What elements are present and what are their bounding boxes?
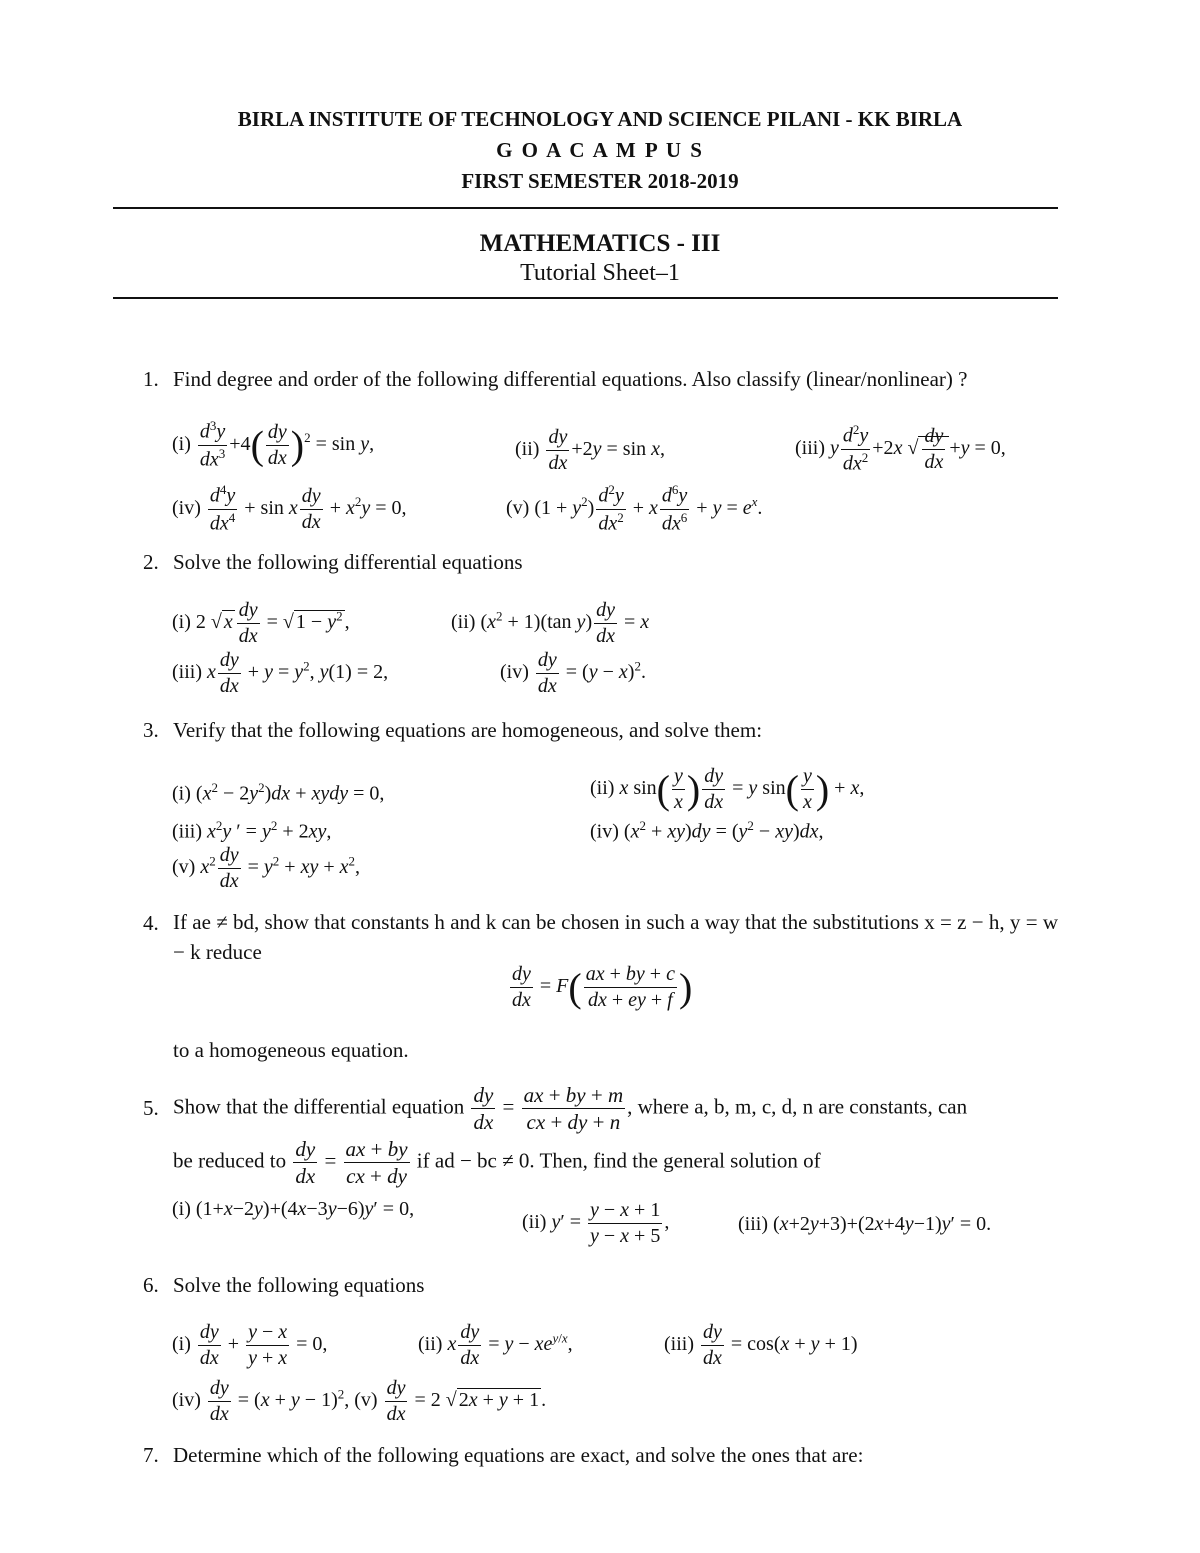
equation: (ii) x sin( $\frac{y}{x}$ ) $\frac{dy}{dx}$ = y sin( $\frac{y}{x}$ ) + x, [590,765,865,813]
equation-label: (i) [172,611,191,634]
equation: (i) $\frac{d^3y}{dx^3}$ +4( $\frac{dy}{dx}$ )$^2$ = sin y, [172,418,375,471]
equation-label: (ii) [515,438,540,461]
equation: Show that the differential equation $\frac{dy}{dx}$ = $\frac{ax + by + m}{cx + dy + n}$ , where a, b, m, c, d, n are constants, can [173,1083,968,1135]
equation: (v) $x^2$ $\frac{dy}{dx}$ = $y^2$ + xy + $x^2$, [172,844,360,892]
course-title: MATHEMATICS - III [479,230,721,257]
question-number: 5. [143,1096,159,1120]
equation-label: (iv) [500,661,529,684]
question-text: be reduced to [173,1148,287,1173]
equation: (i) $(x^2 - 2y^2)dx$ + xydy = 0, [172,780,385,805]
question-text: if ad − bc ≠ 0. Then, find the general solution of [416,1148,821,1173]
institute-name: BIRLA INSTITUTE OF TECHNOLOGY AND SCIENCE PILANI - KK BIRLA [237,107,963,131]
equation-label: (ii) [522,1211,547,1234]
question-text: , where a, b, m, c, d, n are constants, can [627,1094,968,1119]
equation: (iii) x $\frac{dy}{dx}$ + $y = y^2$, y(1) = 2, [172,649,389,697]
equation: (iii) $x^2y$ ′ = $y^2 + 2xy$, [172,818,332,843]
equation: (iv) $(x^2 + xy)dy = (y^2 - xy)dx$, [590,818,824,843]
equation-label: (iii) [664,1333,694,1356]
sheet-subtitle: Tutorial Sheet–1 [520,260,680,286]
question-number: 2. [143,550,159,574]
question-text: Verify that the following equations are homogeneous, and solve them: [173,718,763,742]
equation: (iii) $\frac{dy}{dx}$ = cos(x + y + 1) [664,1321,858,1369]
equation: (iv) $\frac{dy}{dx}$ = $(y - x)^2$. [500,649,646,697]
equation-label: (ii) [418,1333,443,1356]
equation-label: (i) [172,432,191,455]
question-text: Solve the following equations [173,1273,425,1297]
equation-label: (v) [172,856,196,879]
equation: (i) (1+x−2y)+(4x−3y−6)y′ = 0, [172,1198,415,1220]
equation-label: (iii) [172,661,202,684]
equation-label: (ii) [451,611,476,634]
equation-label: (iii) [172,820,202,843]
header-rule [113,207,1058,209]
question-number: 4. [143,911,159,935]
question-text: to a homogeneous equation. [173,1038,409,1062]
question-text: Solve the following differential equations [173,550,523,574]
equation: (i) $\frac{dy}{dx}$ + $\frac{y - x}{y + x}$ = 0, [172,1321,328,1369]
equation-label: (iv) [172,496,201,519]
equation: be reduced to $\frac{dy}{dx}$ = $\frac{ax + by}{cx + dy}$ if ad − bc ≠ 0. Then, find the general solution of [173,1137,821,1189]
question-number: 7. [143,1443,159,1467]
question-number: 6. [143,1273,159,1297]
equation: (iv) $\frac{dy}{dx}$ = $(x + y - 1)^2$, (v) $\frac{dy}{dx}$ = 2 √ 2x + y + 1 . [172,1377,547,1425]
equation-label: (i) [172,1333,191,1356]
equation: (ii) $\frac{dy}{dx}$ +2y = sin x, [515,426,666,474]
question-number: 1. [143,367,159,391]
question-text: Find degree and order of the following differential equations. Also classify (linear/nonlinear) ? [173,367,968,391]
question-text: Determine which of the following equations are exact, and solve the ones that are: [173,1443,864,1467]
equation-label: (v) [506,496,530,519]
equation-label: (iv) [590,820,619,843]
equation: (i) 2 √ x $\frac{dy}{dx}$ = √ $1 - y^2$ , [172,599,350,647]
equation-label: (i) [172,1198,191,1220]
equation-label: (i) [172,782,191,805]
question-number: 3. [143,718,159,742]
equation: (v) $(1 + y^2)$ $\frac{d^2y}{dx^2}$ + x $\frac{d^6y}{dx^6}$ + $y = e^x$. [506,482,763,535]
equation: (iii) (x+2y+3)+(2x+4y−1)y′ = 0. [738,1213,992,1235]
equation: (ii) x $\frac{dy}{dx}$ = $y - xe^{y/x}$, [418,1321,573,1369]
equation: (ii) $(x^2 + 1)(\tan$ y) $\frac{dy}{dx}$ = x [451,599,650,647]
equation: (iv) $\frac{d^4y}{dx^4}$ + sin x $\frac{dy}{dx}$ + $x^2y = 0$, [172,482,407,535]
equation-label: (iii) [738,1213,768,1235]
equation: (iii) y $\frac{d^2y}{dx^2}$ +2x √ $\frac{dy}{dx}$ +y = 0, [795,422,1006,475]
equation-label: (iii) [795,436,825,459]
equation: (ii) y′ = $\frac{y - x + 1}{y - x + 5}$ , [522,1199,670,1247]
semester: FIRST SEMESTER 2018-2019 [461,169,739,193]
equation: $\frac{dy}{dx}$ = F( $\frac{ax + by + c}{dx + ey + f}$ ) [512,963,693,1011]
equation-label: (v) [354,1389,378,1412]
equation-label: (iv) [172,1389,201,1412]
question-text: If ae ≠ bd, show that constants h and k can be chosen in such a way that the substitutions x = z − h, y = w − k reduce [173,910,1058,964]
campus-name: G O A C A M P U S [496,138,704,162]
question-text: Show that the differential equation [173,1094,465,1119]
title-rule [113,297,1058,299]
equation-label: (ii) [590,777,615,800]
